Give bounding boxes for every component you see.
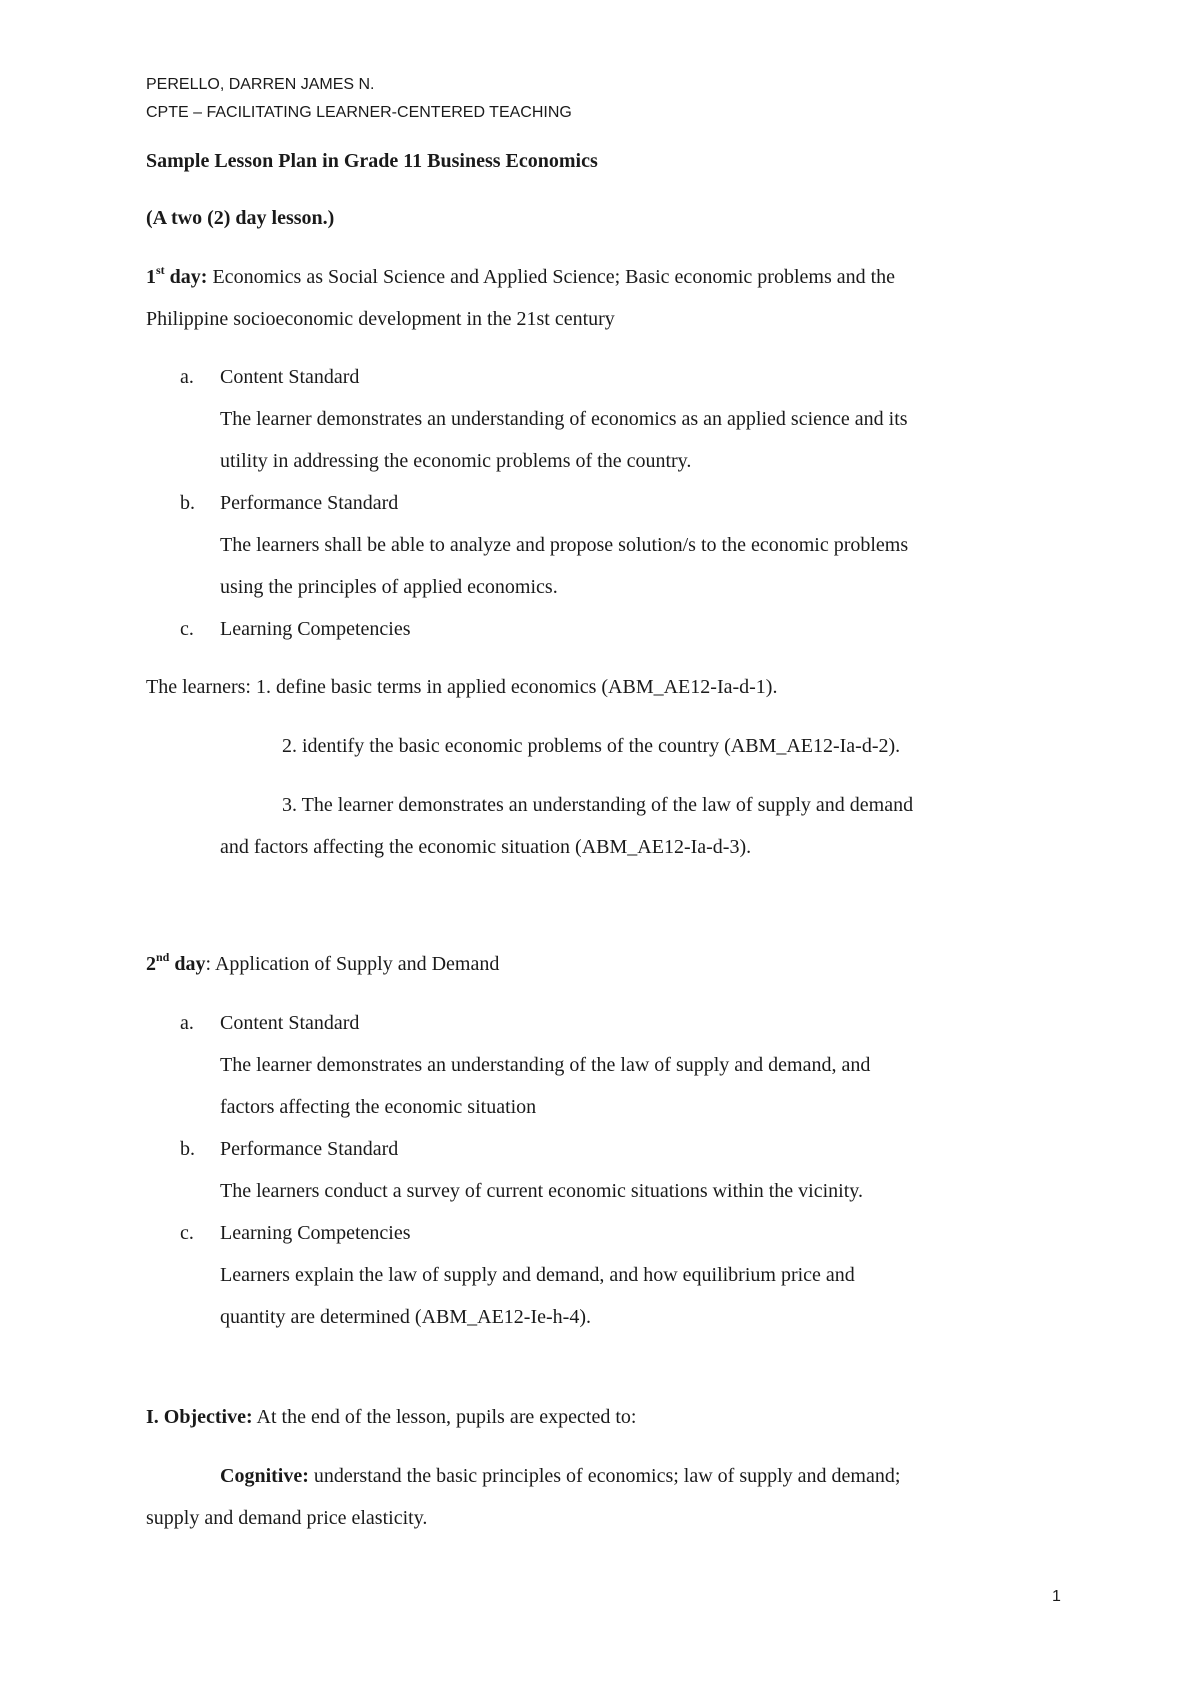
day1-competency-3-line2: and factors affecting the economic situation (ABM_AE12-Ia-d-3). — [220, 836, 752, 858]
day2-item-b: b. Performance Standard — [180, 1138, 399, 1160]
day1-topic-line2: Philippine socioeconomic development in the 21st century — [146, 308, 615, 330]
day1-item-b: b. Performance Standard — [180, 492, 399, 514]
day2-item-b-line1: The learners conduct a survey of current economic situations within the vicinity. — [220, 1180, 863, 1202]
day2-item-a-line1: The learner demonstrates an understanding of the law of supply and demand, and — [220, 1054, 871, 1076]
day1-item-a-line2: utility in addressing the economic problems of the country. — [220, 450, 692, 472]
day1-item-a: a. Content Standard — [180, 366, 360, 388]
objective-cognitive-line1: Cognitive: understand the basic principles of economics; law of supply and demand; — [220, 1465, 901, 1487]
document-title: Sample Lesson Plan in Grade 11 Business Economics — [146, 150, 598, 172]
page-number: 1 — [1052, 1588, 1061, 1605]
day2-item-c-line1: Learners explain the law of supply and demand, and how equilibrium price and — [220, 1264, 855, 1286]
day1-competency-2: 2. identify the basic economic problems of the country (ABM_AE12-Ia-d-2). — [282, 735, 901, 757]
day2-item-c: c. Learning Competencies — [180, 1222, 411, 1244]
day1-competency-1: The learners: 1. define basic terms in applied economics (ABM_AE12-Ia-d-1). — [146, 676, 778, 698]
day1-competency-3-line1: 3. The learner demonstrates an understanding of the law of supply and demand — [282, 794, 914, 816]
day1-heading: 1st day: Economics as Social Science and Applied Science; Basic economic problems and the — [146, 263, 896, 288]
objective-heading: I. Objective: At the end of the lesson, pupils are expected to: — [146, 1406, 637, 1428]
header-course: CPTE – FACILITATING LEARNER-CENTERED TEACHING — [146, 104, 572, 121]
day2-item-c-line2: quantity are determined (ABM_AE12-Ie-h-4). — [220, 1306, 591, 1328]
day2-heading: 2nd day: Application of Supply and Demand — [146, 950, 500, 975]
header-author: PERELLO, DARREN JAMES N. — [146, 76, 375, 93]
objective-cognitive-line2: supply and demand price elasticity. — [146, 1507, 428, 1529]
document-subtitle: (A two (2) day lesson.) — [146, 207, 335, 229]
day1-item-a-line1: The learner demonstrates an understanding of economics as an applied science and its — [220, 408, 908, 430]
day2-item-a-line2: factors affecting the economic situation — [220, 1096, 537, 1118]
day1-item-b-line2: using the principles of applied economics. — [220, 576, 558, 598]
day1-item-c: c. Learning Competencies — [180, 618, 411, 640]
day1-item-b-line1: The learners shall be able to analyze and propose solution/s to the economic problems — [220, 534, 909, 556]
day2-item-a: a. Content Standard — [180, 1012, 360, 1034]
